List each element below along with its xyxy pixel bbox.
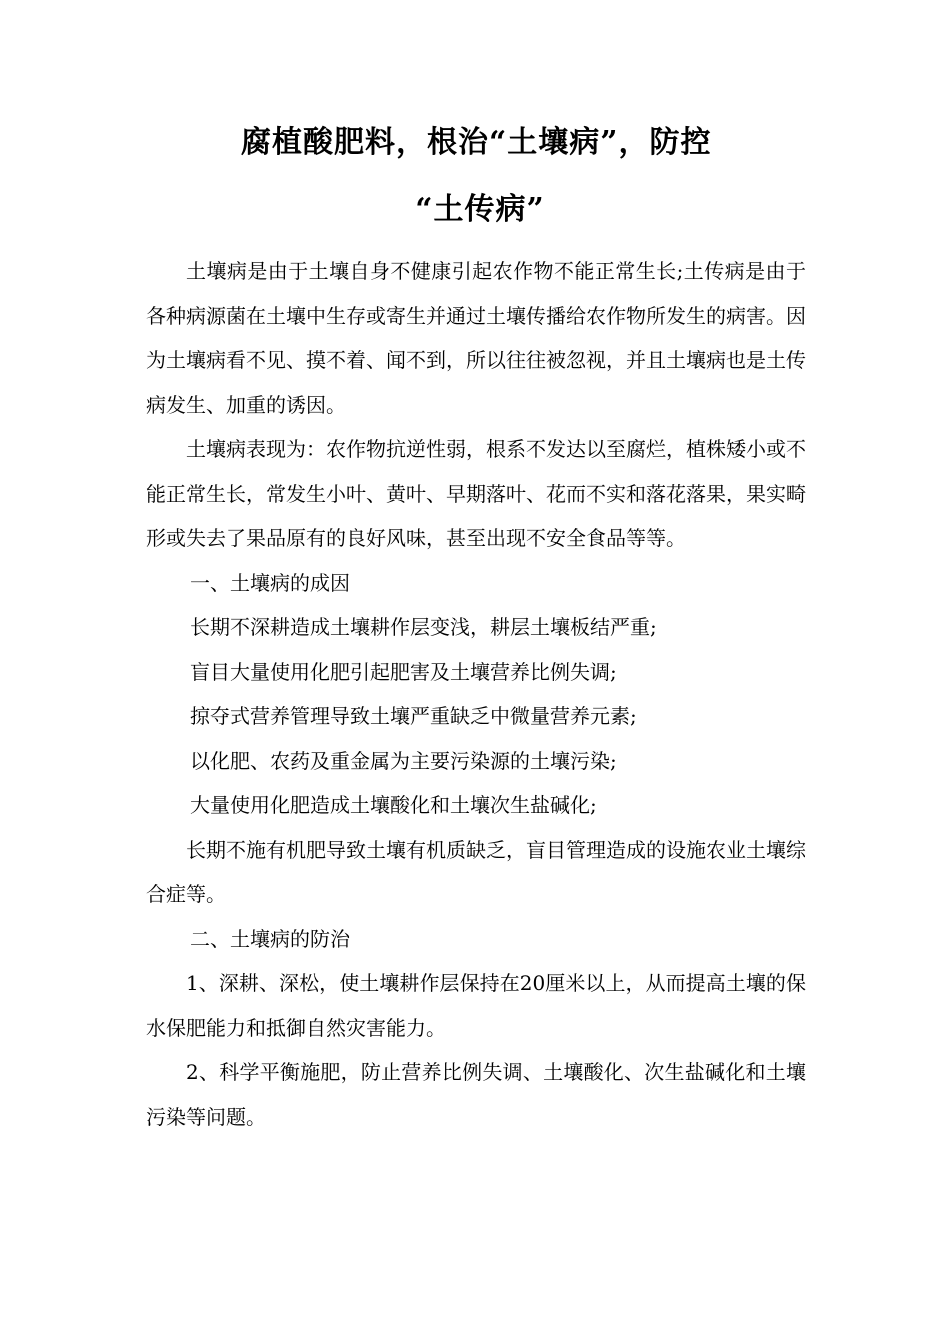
- document-title-line-1: 腐植酸肥料，根治“土壤病”，防控: [241, 125, 712, 160]
- cause-item: 掠夺式营养管理导致土壤严重缺乏中微量营养元素;: [190, 704, 637, 728]
- cause-item: 长期不施有机肥导致土壤有机质缺乏，盲目管理造成的设施农业土壤综合症等。: [146, 837, 806, 906]
- section-heading-causes: 一、土壤病的成因: [190, 570, 350, 595]
- section-heading-prevention: 二、土壤病的防治: [190, 926, 350, 951]
- document-title-line-2: “土传病”: [415, 192, 545, 227]
- prevention-item: 2、科学平衡施肥，防止营养比例失调、土壤酸化、次生盐碱化和土壤污染等问题。: [146, 1060, 806, 1129]
- prevention-item: 1、深耕、深松，使土壤耕作层保持在20厘米以上，从而提高土壤的保水保肥能力和抵御自然灾害能力。: [146, 971, 806, 1040]
- cause-item: 以化肥、农药及重金属为主要污染源的土壤污染;: [190, 748, 617, 773]
- cause-item: 盲目大量使用化肥引起肥害及土壤营养比例失调;: [190, 659, 617, 684]
- paragraph-soil-disease-symptoms: 土壤病表现为：农作物抗逆性弱，根系不发达以至腐烂，植株矮小或不能正常生长，常发生小叶、黄叶、早期落叶、花而不实和落花落果，果实畸形或失去了果品原有的良好风味，甚至出现不安全食品等等。: [146, 437, 806, 550]
- cause-item: 大量使用化肥造成土壤酸化和土壤次生盐碱化;: [190, 793, 597, 817]
- cause-item: 长期不深耕造成土壤耕作层变浅，耕层土壤板结严重;: [190, 615, 657, 639]
- paragraph-soil-disease-definition: 土壤病是由于土壤自身不健康引起农作物不能正常生长;土传病是由于各种病源菌在土壤中生存或寄生并通过土壤传播给农作物所发生的病害。因为土壤病看不见、摸不着、闻不到，所以往往被忽视，并且土壤病也是土传病发生、加重的诱因。: [146, 259, 806, 417]
- document-body: [146, 249, 806, 1139]
